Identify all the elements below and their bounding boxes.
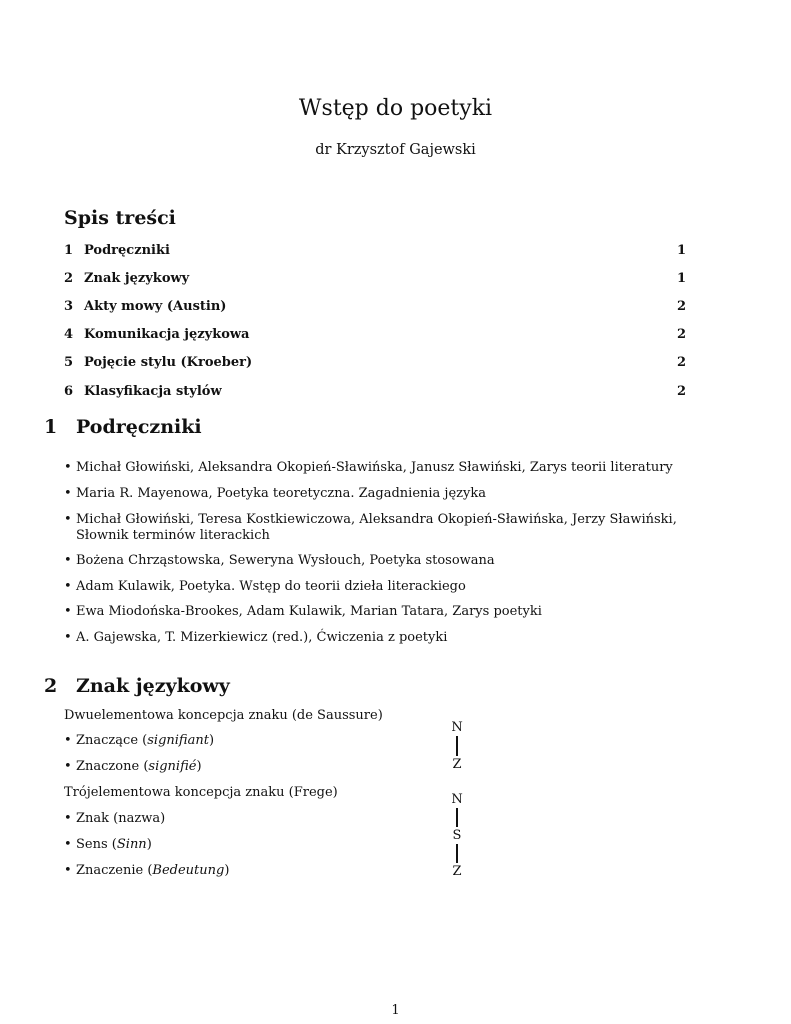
bullet-icon: • [64, 486, 72, 501]
bullet-icon: • [64, 460, 72, 475]
toc-entry-label: Komunikacja językowa [84, 327, 250, 342]
diagram-node-n: N [451, 792, 463, 807]
list-item-text: A. Gajewska, T. Mizerkiewicz (red.), Ćwiczenia z poetyki [76, 630, 448, 645]
list-item-term: Sinn [116, 837, 147, 852]
toc-entry[interactable] [64, 299, 686, 314]
section-heading-1 [44, 416, 202, 438]
bullet-icon: • [64, 811, 72, 826]
toc-heading: Spis treści [64, 207, 176, 229]
bullet-icon: • [64, 604, 72, 619]
paragraph: Trójelementowa koncepcja znaku (Frege) [64, 785, 338, 800]
paren-open: ( [143, 863, 153, 878]
list-item [64, 837, 704, 853]
toc-entry-label: Podręczniki [84, 243, 170, 258]
list-item [64, 604, 704, 620]
toc-entry-page: 2 [676, 299, 686, 314]
toc-entry-page: 2 [676, 355, 686, 370]
list-item-text: Bożena Chrząstowska, Seweryna Wysłouch, Poetyka stosowana [76, 553, 495, 568]
list-item [64, 460, 704, 476]
paren-close: ) [224, 863, 230, 878]
paren-close: ) [208, 733, 215, 748]
bullet-icon: • [64, 553, 72, 568]
toc-entry[interactable] [64, 327, 686, 342]
list-item [64, 863, 704, 879]
toc-entry-number: 1 [64, 243, 74, 258]
bullet-icon: • [64, 579, 72, 594]
paren-open: ( [139, 759, 149, 774]
diagram-node-n: N [451, 720, 463, 735]
bullet-icon: • [64, 863, 72, 878]
list-item-term: signifié [148, 759, 197, 774]
diagram-connector [456, 844, 458, 863]
page-number: 1 [391, 1003, 400, 1018]
list-item [64, 553, 704, 569]
section-number: 1 [44, 416, 58, 438]
toc-entry-number: 5 [64, 355, 74, 370]
list-item-text: Ewa Miodońska-Brookes, Adam Kulawik, Marian Tatara, Zarys poetyki [76, 604, 542, 619]
toc-entry-label: Znak językowy [84, 271, 190, 286]
diagram-connector [456, 736, 458, 756]
list-item [64, 630, 704, 646]
list-item-text: Adam Kulawik, Poetyka. Wstęp do teorii dzieła literackiego [76, 579, 466, 594]
toc-entry-label: Pojęcie stylu (Kroeber) [84, 355, 253, 370]
list-item-text: Znaczące [76, 733, 139, 748]
toc-entry-page: 2 [676, 384, 686, 399]
list-item [64, 486, 704, 502]
diagram-connector [456, 808, 458, 827]
toc-entry[interactable] [64, 243, 686, 258]
toc-entry-number: 3 [64, 299, 74, 314]
document-author: dr Krzysztof Gajewski [315, 142, 476, 158]
bullet-icon: • [64, 733, 72, 748]
toc-entry-number: 6 [64, 384, 74, 399]
list-item-text: Michał Głowiński, Teresa Kostkiewiczowa, Aleksandra Okopień-Sławińska, Jerzy Sławiński, Słownik terminów literackich [76, 512, 677, 543]
paren-close: ) [146, 837, 152, 852]
paren-close: ) [196, 759, 202, 774]
toc-entry-number: 2 [64, 271, 74, 286]
diagram-node-z: Z [452, 864, 462, 879]
toc-entry[interactable] [64, 384, 686, 399]
list-item [64, 733, 704, 749]
section-number: 2 [44, 675, 58, 697]
diagram-node-s: S [452, 828, 462, 843]
list-item [64, 579, 704, 595]
list-item-term: signifiant [147, 733, 209, 748]
diagram-node-z: Z [452, 757, 462, 772]
list-item [64, 759, 704, 775]
paragraph: Dwuelementowa koncepcja znaku (de Saussure) [64, 708, 383, 723]
toc-entry-page: 1 [676, 271, 686, 286]
bullet-icon: • [64, 837, 72, 852]
toc-entry-page: 1 [676, 243, 686, 258]
bullet-icon: • [64, 630, 72, 645]
bullet-icon: • [64, 512, 72, 527]
section-heading-2 [44, 675, 230, 697]
saussure-diagram [447, 720, 467, 772]
document-title: Wstęp do poetyki [298, 96, 493, 121]
list-item-text: Znaczone [76, 759, 140, 774]
toc-entry-page: 2 [676, 327, 686, 342]
toc-entry[interactable] [64, 271, 686, 286]
toc-entry-number: 4 [64, 327, 74, 342]
list-item-term: Bedeutung [152, 863, 225, 878]
toc-entry-label: Akty mowy (Austin) [84, 299, 227, 314]
section-title: Znak językowy [76, 675, 230, 697]
toc-entry-label: Klasyfikacja stylów [84, 384, 222, 399]
list-item-text: Znaczenie [76, 863, 144, 878]
list-item-text: Znak (nazwa) [76, 811, 166, 826]
toc-entry[interactable] [64, 355, 686, 370]
paren-open: ( [107, 837, 117, 852]
frege-diagram [447, 792, 467, 879]
list-item-text: Sens [76, 837, 108, 852]
list-item [64, 811, 704, 827]
list-item [64, 512, 704, 544]
list-item-text: Michał Głowiński, Aleksandra Okopień-Sławińska, Janusz Sławiński, Zarys teorii literatury [76, 460, 673, 475]
paren-open: ( [138, 733, 148, 748]
section-title: Podręczniki [76, 416, 202, 438]
bullet-icon: • [64, 759, 72, 774]
list-item-text: Maria R. Mayenowa, Poetyka teoretyczna. Zagadnienia języka [76, 486, 486, 501]
